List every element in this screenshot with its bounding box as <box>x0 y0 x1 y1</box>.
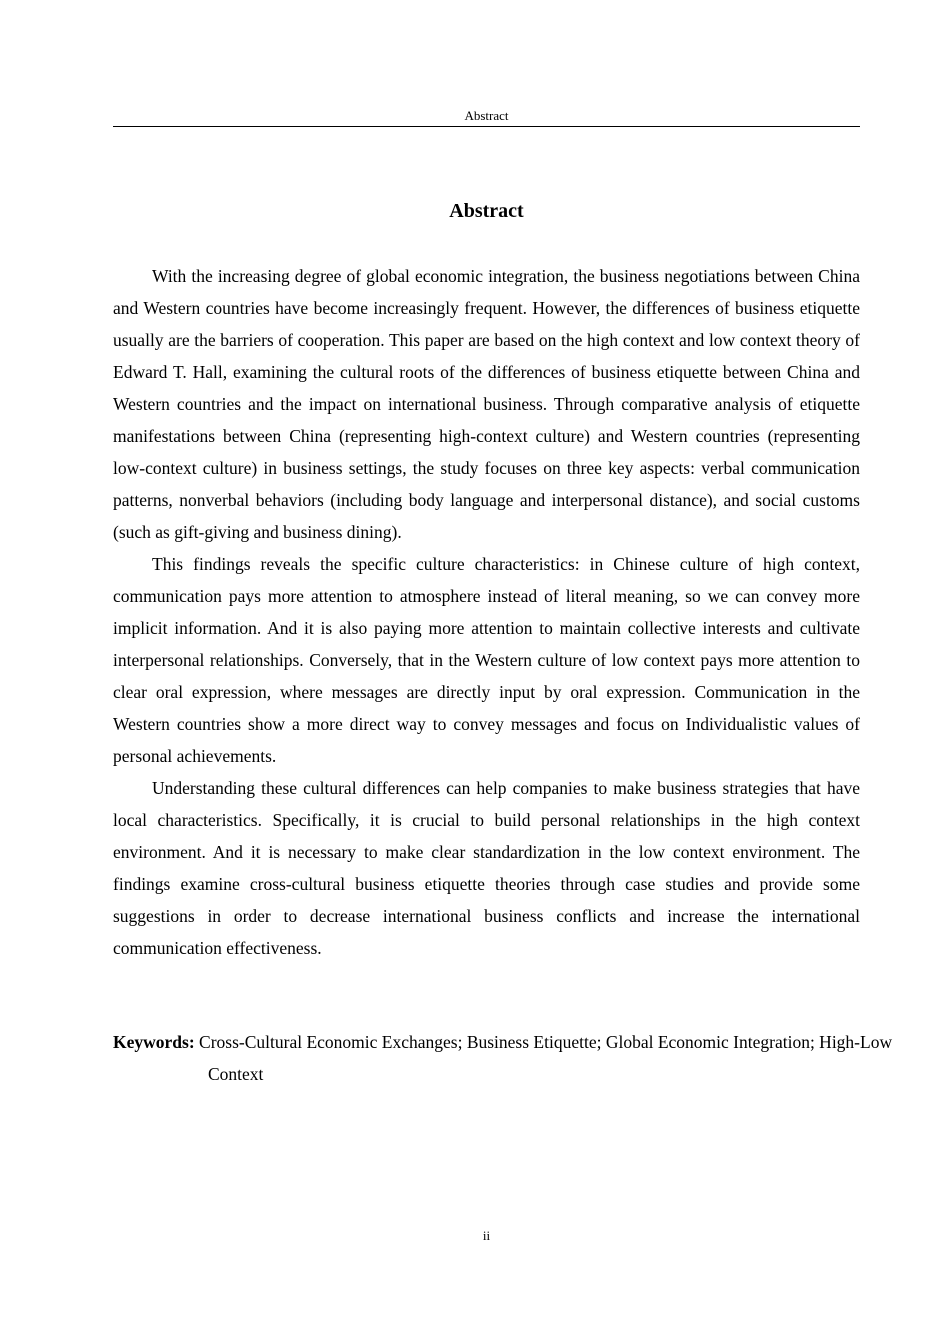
header-rule <box>113 126 860 127</box>
page-number: ii <box>482 1228 491 1243</box>
abstract-body <box>113 260 860 964</box>
keywords-block <box>113 1026 893 1090</box>
keywords-label: Keywords: <box>113 1032 195 1052</box>
abstract-paragraph: This findings reveals the specific culture characteristics: in Chinese culture of high context, communication pays more attention to atmosphere instead of literal meaning, so we can convey more implicit information. And it is also paying more attention to maintain collective interests and cultivate interpersonal relationships. Conversely, that in the Western culture of low context pays more attention to clear oral expression, where messages are directly input by oral expression. Communication in the Western countries show a more direct way to convey messages and focus on Individualistic values of personal achievements. <box>113 554 860 766</box>
abstract-paragraph: With the increasing degree of global economic integration, the business negotiations between China and Western countries have become increasingly frequent. However, the differences of business etiquette usually are the barriers of cooperation. This paper are based on the high context and low context theory of Edward T. Hall, examining the cultural roots of the differences of business etiquette between China and Western countries and the impact on international business. Through comparative analysis of etiquette manifestations between China (representing high-context culture) and Western countries (representing low-context culture) in business settings, the study focuses on three key aspects: verbal communication patterns, nonverbal behaviors (including body language and interpersonal distance), and social customs (such as gift-giving and business dining). <box>113 266 860 542</box>
running-header: Abstract <box>464 108 509 123</box>
page-title: Abstract <box>449 200 524 222</box>
abstract-paragraph: Understanding these cultural differences can help companies to make business strategies that have local characteristics. Specifically, it is crucial to build personal relationships in the high context environment. And it is necessary to make clear standardization in the low context environment. The findings examine cross-cultural business etiquette theories through case studies and provide some suggestions in order to decrease international business conflicts and increase the international communication effectiveness. <box>113 778 860 958</box>
keywords-text: Cross-Cultural Economic Exchanges; Business Etiquette; Global Economic Integration; High-Low Context <box>199 1032 893 1084</box>
